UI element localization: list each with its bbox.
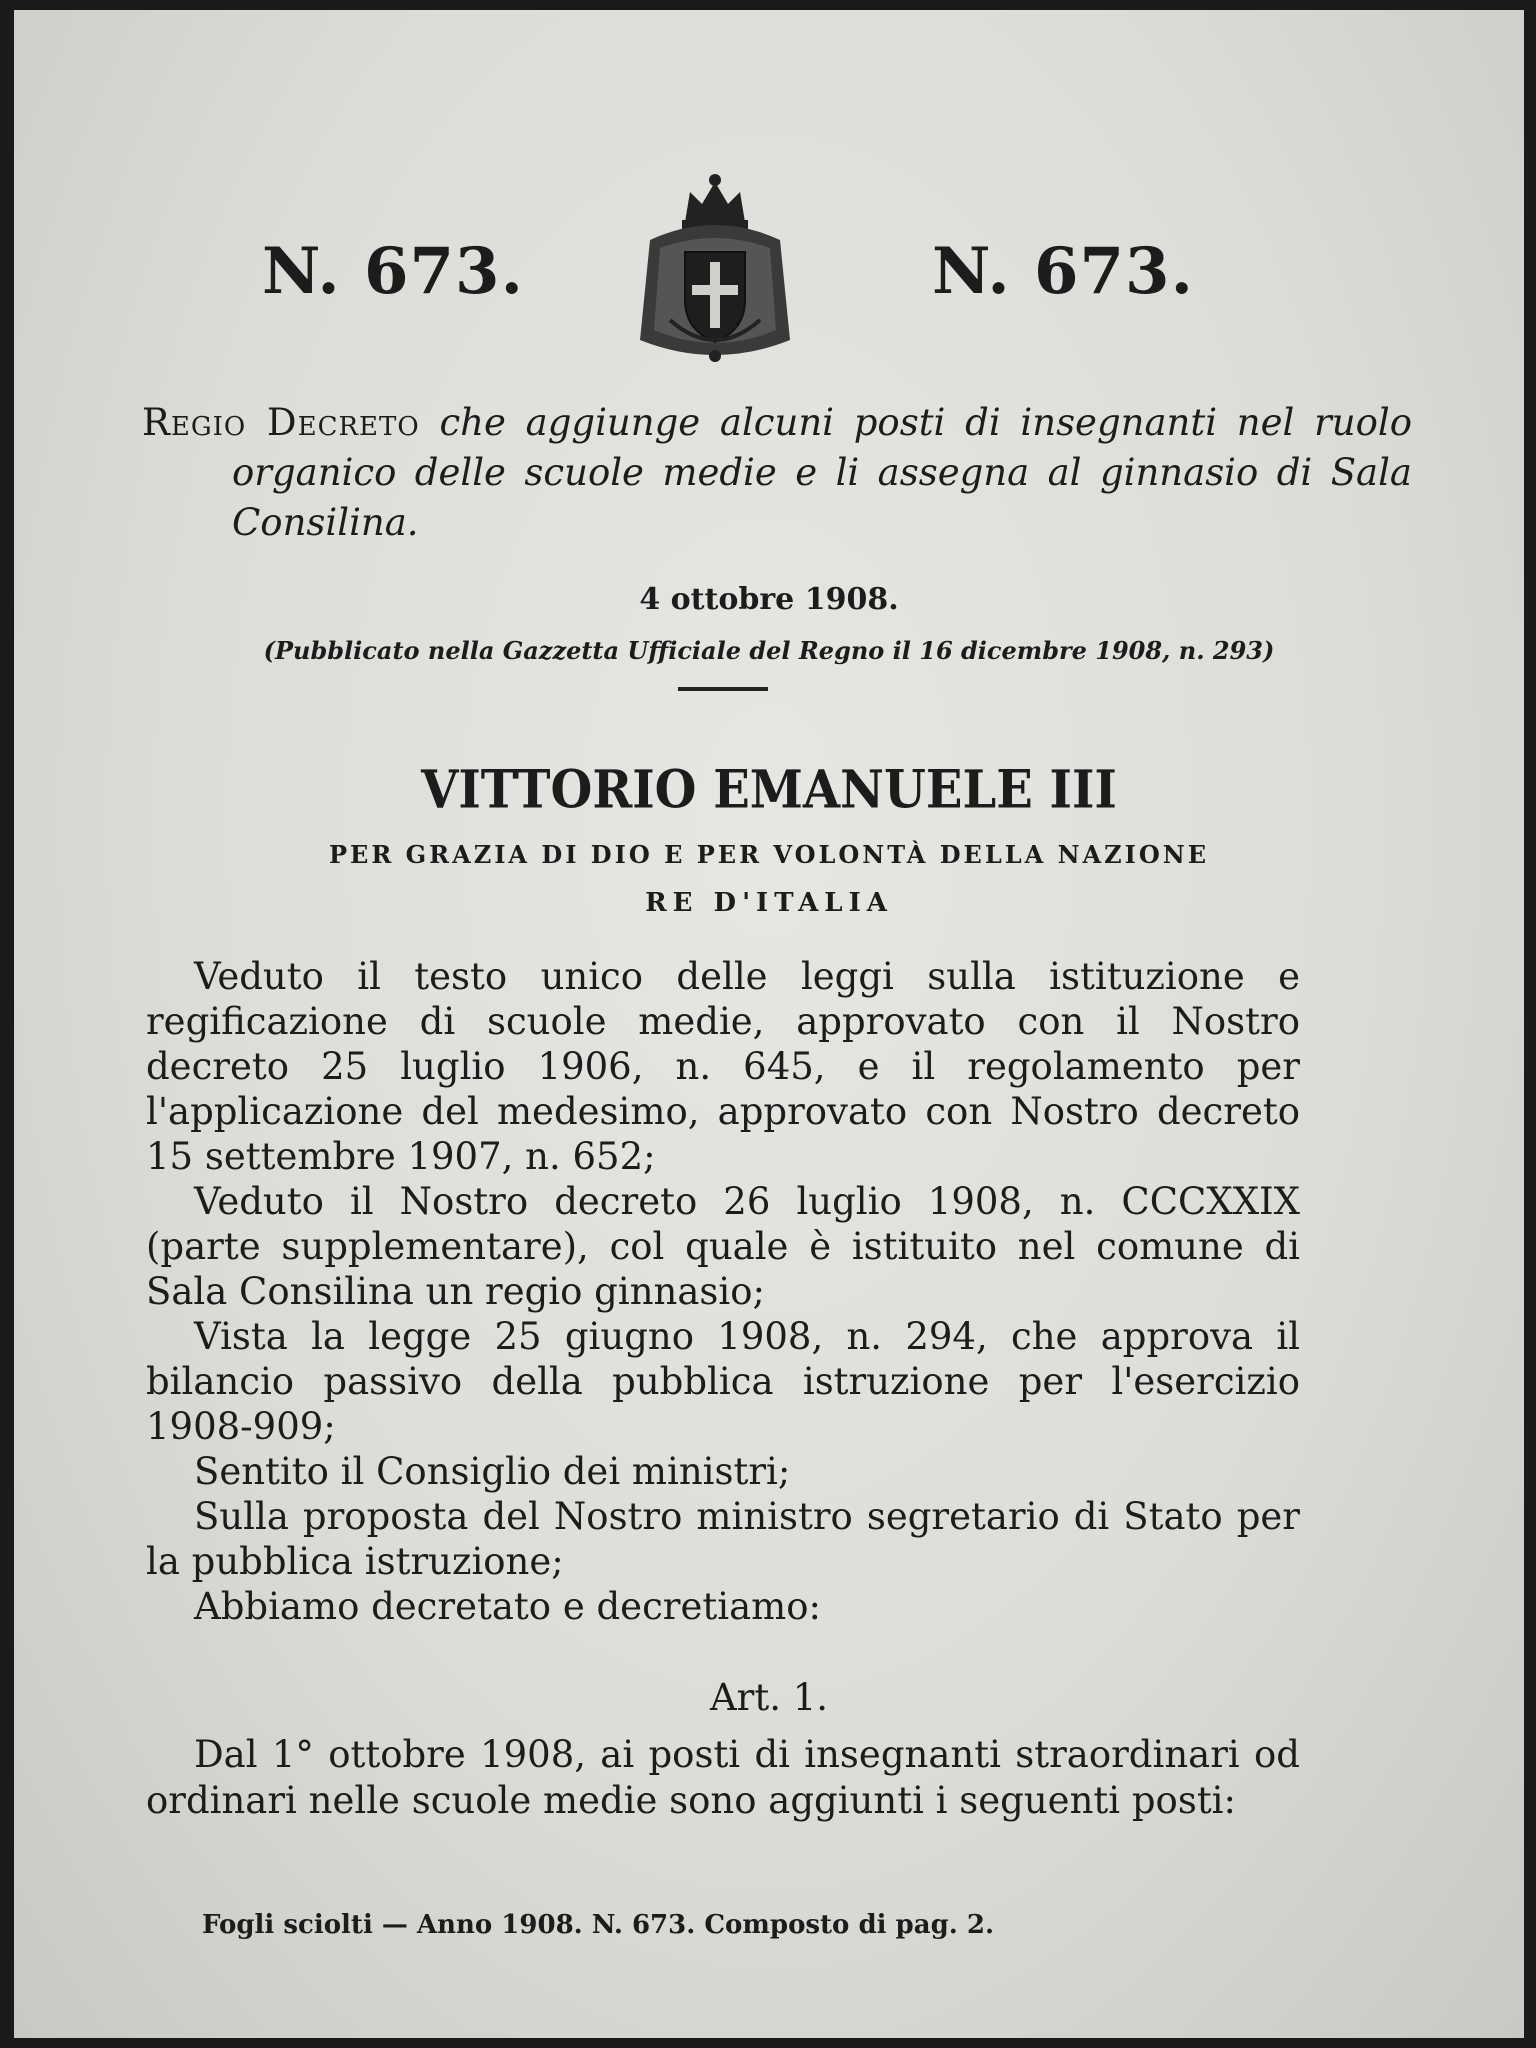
page-footer: Fogli sciolti — Anno 1908. N. 673. Composto di pag. 2. — [202, 1910, 995, 1940]
recital-paragraph: Vista la legge 25 giugno 1908, n. 294, che approva il bilancio passivo della pubblica istruzione per l'esercizio 1908-909; — [146, 1315, 1300, 1448]
decree-title — [142, 398, 1412, 548]
decree-date: 4 ottobre 1908. — [639, 582, 899, 617]
recital-paragraph: Veduto il Nostro decreto 26 luglio 1908, n. CCCXXIX (parte supplementare), col quale è istituito nel comune di Sala Consilina un regio ginnasio; — [146, 1180, 1300, 1313]
decree-title-text: che aggiunge alcuni posti di insegnanti nel ruolo organico delle scuole medie e li assegna al ginnasio di Sala Consilina. — [232, 401, 1413, 544]
recital-paragraph: Sulla proposta del Nostro ministro segretario di Stato per la pubblica istruzione; — [146, 1495, 1300, 1583]
sovereign-title: RE D'ITALIA — [645, 888, 893, 918]
royal-coat-of-arms-icon — [630, 170, 800, 370]
sovereign-name: VITTORIO EMANUELE III — [421, 759, 1117, 821]
decree-number-left: N. 673. — [262, 234, 524, 309]
separator-rule — [678, 687, 768, 691]
decree-number-right: N. 673. — [932, 234, 1194, 309]
article-text-block — [146, 1732, 1300, 1824]
document-page — [14, 10, 1524, 2038]
recital-paragraph: Veduto il testo unico delle leggi sulla istituzione e regificazione di scuole medie, approvato con il Nostro decreto 25 luglio 1906, n. 645, e il regolamento per l'applicazione del medesimo, approvato con Nostro decreto 15 settembre 1907, n. 652; — [146, 955, 1300, 1178]
recitals — [146, 954, 1300, 1629]
recital-paragraph: Abbiamo decretato e decretiamo: — [194, 1585, 821, 1628]
sovereign-grace: PER GRAZIA DI DIO E PER VOLONTÀ DELLA NAZIONE — [328, 840, 1210, 869]
publication-note: (Pubblicato nella Gazzetta Ufficiale del Regno il 16 dicembre 1908, n. 293) — [263, 636, 1275, 665]
article-heading: Art. 1. — [709, 1676, 829, 1719]
decree-title-prefix: Regio Decreto — [142, 401, 420, 444]
article-text: Dal 1° ottobre 1908, ai posti di insegnanti straordinari od ordinari nelle scuole medie sono aggiunti i seguenti posti: — [146, 1733, 1300, 1822]
recital-paragraph: Sentito il Consiglio dei ministri; — [194, 1450, 791, 1493]
